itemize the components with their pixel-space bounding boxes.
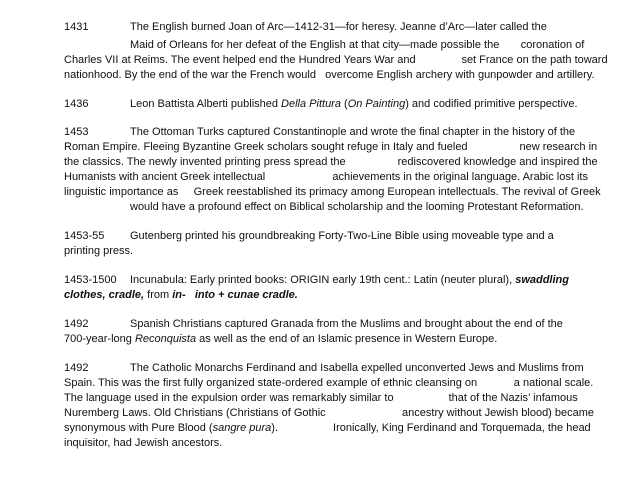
entry-1492b-sangre-pura: sangre pura	[212, 422, 272, 434]
entry-1492a-text-pre: 700-year-long	[64, 333, 135, 345]
entry-1453-line-5: linguistic importance as Greek reestablished its primacy among European intellectuals. The revival of Greek	[64, 186, 601, 198]
entry-1453-1500-line-1	[130, 274, 569, 287]
entry-1492a-reconquista: Reconquista	[134, 333, 197, 345]
entry-1453-1500-emph-3: in-	[172, 289, 186, 301]
entry-1453-1500-gap	[186, 289, 195, 301]
entry-1492b-line-5	[64, 422, 591, 435]
entry-1492b-text-post: ). Ironically, King Ferdinand and Torquemada, the head	[271, 422, 591, 434]
entry-1436-title-english: On Painting	[347, 98, 406, 110]
entry-1453-1500-emph: swaddling	[515, 274, 569, 286]
entry-1453-line-1: The Ottoman Turks captured Constantinople and wrote the final chapter in the history of the	[130, 126, 576, 138]
entry-1431-line-4: nationhood. By the end of the war the French would overcome English archery with gunpowder and artillery.	[64, 69, 595, 81]
entry-year-1436: 1436	[64, 98, 89, 110]
entry-1453-1500-text: Incunabula: Early printed books: ORIGIN early 19th cent.: Latin (neuter plural),	[130, 274, 516, 286]
entry-1453-1500-emph-4: into + cunae cradle.	[194, 289, 298, 301]
entry-1431-line-1: The English burned Joan of Arc—1412-31—for heresy. Jeanne d’Arc—later called the	[130, 21, 547, 33]
entry-1492b-line-2: Spain. This was the first fully organized state-ordered example of ethnic cleansing on a national scale.	[64, 377, 594, 389]
entry-1453-1500-line-2	[64, 289, 298, 302]
entry-1436-text-pre: Leon Battista Alberti published	[130, 98, 282, 110]
entry-1453-line-2: Roman Empire. Fleeing Byzantine Greek scholars sought refuge in Italy and fueled new research in	[64, 141, 598, 153]
entry-1492a-text-post: as well as the end of an Islamic presence in Western Europe.	[196, 333, 498, 345]
entry-1453-55-line-2: printing press.	[64, 245, 134, 257]
entry-1436-text-post: ) and codified primitive perspective.	[405, 98, 578, 110]
entry-year-1492-a: 1492	[64, 318, 89, 330]
entry-1436-line-1	[130, 98, 578, 111]
entry-1436-text-mid: (	[340, 98, 348, 110]
entry-1492b-line-3: The language used in the expulsion order was remarkably similar to that of the Nazis’ infamous	[64, 392, 578, 404]
entry-1492a-line-2	[64, 333, 497, 346]
entry-1453-55-line-1: Gutenberg printed his groundbreaking Forty-Two-Line Bible using moveable type and a	[130, 230, 554, 242]
entry-1492b-line-1: The Catholic Monarchs Ferdinand and Isabella expelled unconverted Jews and Muslims from	[130, 362, 584, 374]
entry-1492b-text-pre: synonymous with Pure Blood (	[64, 422, 213, 434]
entry-1453-1500-emph-2: clothes, cradle,	[64, 289, 145, 301]
entry-1453-line-4: Humanists with ancient Greek intellectual achievements in the original language. Arabic lost its	[64, 171, 588, 183]
entry-year-1492-b: 1492	[64, 362, 89, 374]
entry-1453-line-6: would have a profound effect on Biblical scholarship and the looming Protestant Reformation.	[130, 201, 584, 213]
entry-1492a-line-1: Spanish Christians captured Granada from the Muslims and brought about the end of the	[130, 318, 563, 330]
entry-1431-line-3: Charles VII at Reims. The event helped end the Hundred Years War and set France on the path toward	[64, 54, 608, 66]
entry-1453-line-3: the classics. The newly invented printing press spread the rediscovered knowledge and inspired the	[64, 156, 598, 168]
entry-1492b-line-4: Nuremberg Laws. Old Christians (Christians of Gothic ancestry without Jewish blood) became	[64, 407, 595, 419]
entry-year-1453: 1453	[64, 126, 89, 138]
entry-1453-1500-mid: from	[144, 289, 173, 301]
entry-year-1453-1500: 1453-1500	[64, 274, 117, 286]
entry-year-1453-55: 1453-55	[64, 230, 105, 242]
entry-1431-line-2: Maid of Orleans for her defeat of the English at that city—made possible the coronation of	[130, 39, 585, 51]
entry-year-1431: 1431	[64, 21, 89, 33]
entry-1436-title: Della Pittura	[281, 98, 341, 110]
entry-1492b-line-6: inquisitor, had Jewish ancestors.	[64, 437, 223, 449]
